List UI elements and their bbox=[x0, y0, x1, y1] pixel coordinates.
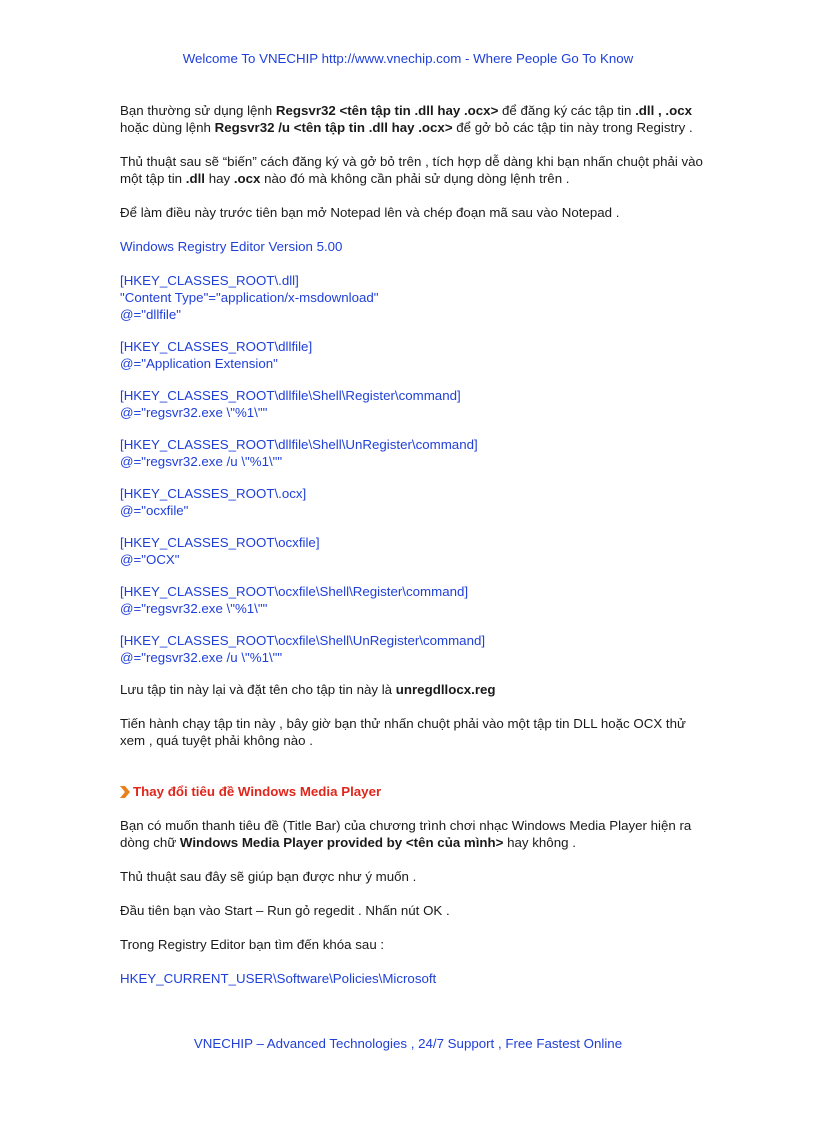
page-footer: VNECHIP – Advanced Technologies , 24/7 Support , Free Fastest Online bbox=[193, 1036, 623, 1051]
registry-block bbox=[120, 436, 704, 470]
text: Lưu tập tin này lại và đặt tên cho tập tin này là bbox=[120, 682, 396, 697]
text: hay bbox=[205, 171, 234, 186]
text: hay không . bbox=[503, 835, 576, 850]
registry-block bbox=[120, 338, 704, 372]
command-register: Regsvr32 <tên tập tin .dll hay .ocx> bbox=[275, 103, 499, 118]
registry-line: [HKEY_CLASSES_ROOT\dllfile\Shell\UnRegister\command] bbox=[120, 437, 478, 452]
text: Bạn có muốn thanh tiêu đề (Title Bar) của chương trình chơi nhạc Windows Media Player hiện ra dòng chữ bbox=[120, 818, 692, 850]
text: để đăng ký các tập tin bbox=[498, 103, 636, 118]
section2-paragraph-1 bbox=[120, 817, 704, 851]
registry-line: @="regsvr32.exe /u \"%1\"" bbox=[120, 454, 283, 469]
registry-block bbox=[120, 272, 704, 323]
registry-line: [HKEY_CLASSES_ROOT\dllfile] bbox=[120, 339, 313, 354]
save-instruction bbox=[120, 681, 704, 698]
filename: unregdllocx.reg bbox=[395, 682, 496, 697]
intro-paragraph-3: Để làm điều này trước tiên bạn mở Notepad lên và chép đoạn mã sau vào Notepad . bbox=[120, 205, 620, 220]
command-unregister: Regsvr32 /u <tên tập tin .dll hay .ocx> bbox=[214, 120, 453, 135]
registry-block bbox=[120, 387, 704, 421]
registry-line: @="Application Extension" bbox=[120, 356, 278, 371]
registry-block bbox=[120, 534, 704, 568]
text: nào đó mà không cần phải sử dụng dòng lệnh trên . bbox=[260, 171, 570, 186]
registry-block bbox=[120, 583, 704, 617]
registry-line: @="regsvr32.exe \"%1\"" bbox=[120, 601, 268, 616]
intro-paragraph-2 bbox=[120, 153, 704, 187]
registry-key: HKEY_CURRENT_USER\Software\Policies\Microsoft bbox=[120, 971, 437, 986]
text: hoặc dùng lệnh bbox=[120, 120, 215, 135]
registry-line: @="regsvr32.exe \"%1\"" bbox=[120, 405, 268, 420]
page-header: Welcome To VNECHIP http://www.vnechip.com - Where People Go To Know bbox=[182, 51, 634, 66]
ext-ocx: .ocx bbox=[233, 171, 261, 186]
registry-line: @="dllfile" bbox=[120, 307, 182, 322]
registry-line: "Content Type"="application/x-msdownload" bbox=[120, 290, 379, 305]
registry-version: Windows Registry Editor Version 5.00 bbox=[120, 239, 343, 254]
section2-paragraph-4: Trong Registry Editor bạn tìm đến khóa sau : bbox=[120, 937, 385, 952]
registry-line: [HKEY_CLASSES_ROOT\ocxfile\Shell\UnRegister\command] bbox=[120, 633, 486, 648]
run-instruction: Tiến hành chạy tập tin này , bây giờ bạn thử nhấn chuột phải vào một tập tin DLL hoặc OCX thử xem , quá tuyệt phải không nào . bbox=[120, 716, 686, 748]
document-body bbox=[120, 102, 704, 987]
section-title: Thay đổi tiêu đề Windows Media Player bbox=[133, 784, 382, 799]
registry-block bbox=[120, 485, 704, 519]
registry-line: [HKEY_CLASSES_ROOT\.dll] bbox=[120, 273, 299, 288]
arrow-bullet-icon bbox=[120, 786, 130, 798]
registry-line: @="regsvr32.exe /u \"%1\"" bbox=[120, 650, 283, 665]
section2-paragraph-3: Đầu tiên bạn vào Start – Run gỏ regedit . Nhấn nút OK . bbox=[120, 903, 450, 918]
registry-line: @="ocxfile" bbox=[120, 503, 189, 518]
registry-block bbox=[120, 632, 704, 666]
registry-line: [HKEY_CLASSES_ROOT\ocxfile\Shell\Register\command] bbox=[120, 584, 469, 599]
registry-line: @="OCX" bbox=[120, 552, 180, 567]
text: Bạn thường sử dụng lệnh bbox=[120, 103, 276, 118]
intro-paragraph-1 bbox=[120, 102, 704, 136]
registry-line: [HKEY_CLASSES_ROOT\ocxfile] bbox=[120, 535, 320, 550]
file-extensions: .dll , .ocx bbox=[635, 103, 692, 118]
registry-line: [HKEY_CLASSES_ROOT\.ocx] bbox=[120, 486, 307, 501]
title-bar-text: Windows Media Player provided by <tên của mình> bbox=[179, 835, 504, 850]
registry-line: [HKEY_CLASSES_ROOT\dllfile\Shell\Register\command] bbox=[120, 388, 461, 403]
section-heading bbox=[120, 783, 704, 800]
text: để gở bỏ các tập tin này trong Registry . bbox=[452, 120, 693, 135]
ext-dll: .dll bbox=[185, 171, 205, 186]
text: Thủ thuật sau sẽ “biến” cách đăng ký và gở bỏ trên , tích hợp dễ dàng khi bạn nhấn chuột phải vào một tập tin bbox=[120, 154, 703, 186]
section2-paragraph-2: Thủ thuật sau đây sẽ giúp bạn được như ý muốn . bbox=[120, 869, 417, 884]
